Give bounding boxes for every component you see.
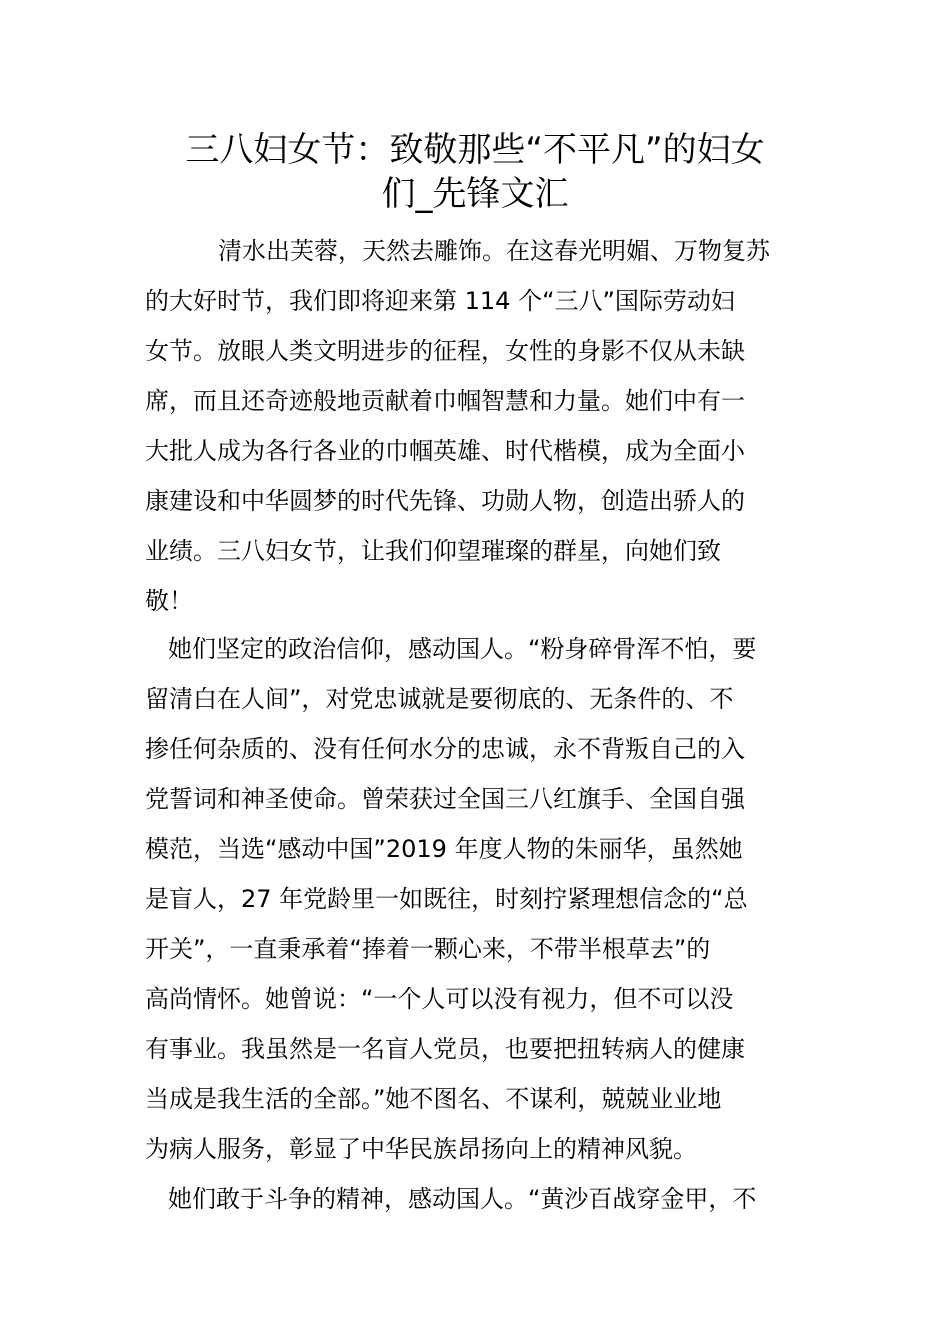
text-line: 她们坚定的政治信仰，感动国人。“粉身碎骨浑不怕，要 <box>168 635 757 663</box>
text-line: 开关”，一直秉承着“捧着一颗心来，不带半根草去”的 <box>145 935 711 963</box>
text-line: 当成是我生活的全部。”她不图名、不谋利，兢兢业业地 <box>145 1085 722 1113</box>
text-line: 为病人服务，彰显了中华民族昂扬向上的精神风貌。 <box>145 1135 697 1163</box>
text-line: 留清白在人间”，对党忠诚就是要彻底的、无条件的、不 <box>145 685 734 713</box>
text-line: 她们敢于斗争的精神，感动国人。“黄沙百战穿金甲，不 <box>168 1185 757 1213</box>
text-line: 康建设和中华圆梦的时代先锋、功勋人物，创造出骄人的 <box>145 487 745 515</box>
text-line: 模范，当选“感动中国”2019 年度人物的朱丽华，虽然她 <box>145 835 743 863</box>
text-line: 有事业。我虽然是一名盲人党员，也要把扭转病人的健康 <box>145 1035 745 1063</box>
text-line: 女节。放眼人类文明进步的征程，女性的身影不仅从未缺 <box>145 337 745 365</box>
text-line: 大批人成为各行各业的巾帼英雄、时代楷模，成为全面小 <box>145 437 745 465</box>
text-line: 高尚情怀。她曾说：“一个人可以没有视力，但不可以没 <box>145 985 734 1013</box>
title-line-2: 们_先锋文汇 <box>381 174 569 214</box>
text-line: 席，而且还奇迹般地贡献着巾帼智慧和力量。她们中有一 <box>145 387 745 415</box>
text-line: 清水出芙蓉，天然去雕饰。在这春光明媚、万物复苏 <box>218 237 770 265</box>
text-line: 是盲人，27 年党龄里一如既往，时刻拧紧理想信念的“总 <box>145 885 748 913</box>
text-line: 业绩。三八妇女节，让我们仰望璀璨的群星，向她们致 <box>145 537 721 565</box>
document-title <box>150 128 800 216</box>
text-line: 敬！ <box>145 587 193 615</box>
text-line: 的大好时节，我们即将迎来第 114 个“三八”国际劳动妇 <box>145 287 735 315</box>
title-line-1: 三八妇女节：致敬那些“不平凡”的妇女 <box>185 130 765 170</box>
text-line: 掺任何杂质的、没有任何水分的忠诚，永不背叛自己的入 <box>145 735 745 763</box>
text-line: 党誓词和神圣使命。曾荣获过全国三八红旗手、全国自强 <box>145 785 745 813</box>
